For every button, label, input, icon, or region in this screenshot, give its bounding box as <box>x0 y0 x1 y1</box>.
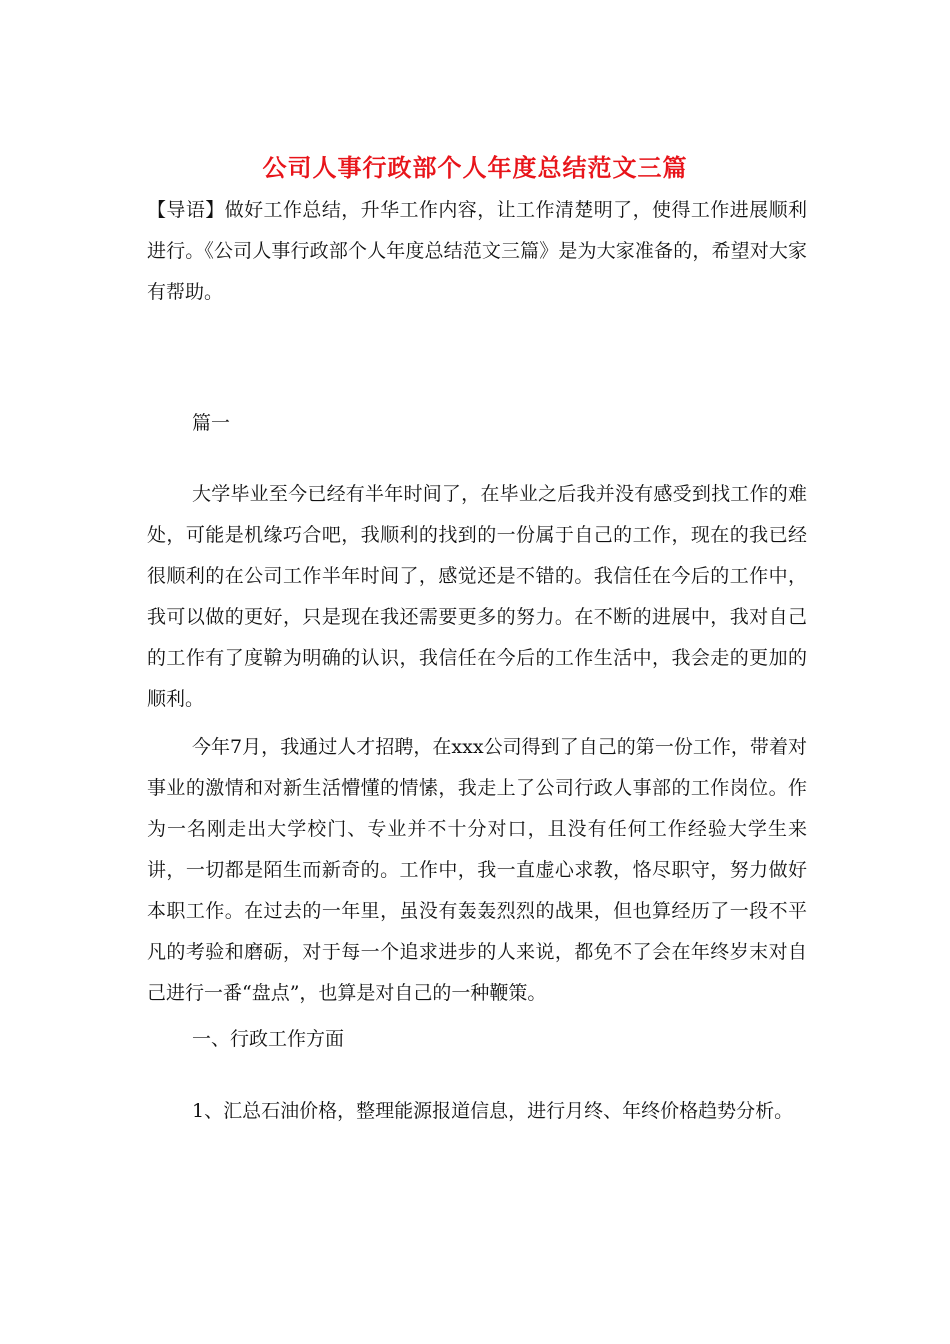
section-label: 篇一 <box>192 412 231 434</box>
body-paragraph-1: 大学毕业至今已经有半年时间了，在毕业之后我并没有感受到找工作的难处，可能是机缘巧合吧，我顺利的找到的一份属于自己的工作，现在的我已经很顺利的在公司工作半年时间了，感觉还是不错的。我信任在今后的工作中，我可以做的更好，只是现在我还需要更多的努力。在不断的进展中，我对自己的工作有了度鞥为明确的认识，我信任在今后的工作生活中，我会走的更加的顺利。 <box>147 483 807 710</box>
intro-paragraph: 【导语】做好工作总结，升华工作内容，让工作清楚明了，使得工作进展顺利进行。《公司人事行政部个人年度总结范文三篇》是为大家准备的，希望对大家有帮助。 <box>147 199 807 303</box>
document-title: 公司人事行政部个人年度总结范文三篇 <box>262 153 688 182</box>
body-paragraph-2: 今年7月，我通过人才招聘，在xxx公司得到了自己的第一份工作，带着对事业的激情和对新生活懵懂的情愫，我走上了公司行政人事部的工作岗位。作为一名刚走出大学校门、专业并不十分对口，且没有任何工作经验大学生来讲，一切都是陌生而新奇的。工作中，我一直虚心求教，恪尽职守，努力做好本职工作。在过去的一年里，虽没有轰轰烈烈的战果，但也算经历了一段不平凡的考验和磨砺，对于每一个追求进步的人来说，都免不了会在年终岁末对自己进行一番“盘点”，也算是对自己的一种鞭策。 <box>147 736 807 1004</box>
list-item: 1、汇总石油价格，整理能源报道信息，进行月终、年终价格趋势分析。 <box>192 1100 794 1122</box>
section-heading: 一、行政工作方面 <box>192 1028 345 1050</box>
